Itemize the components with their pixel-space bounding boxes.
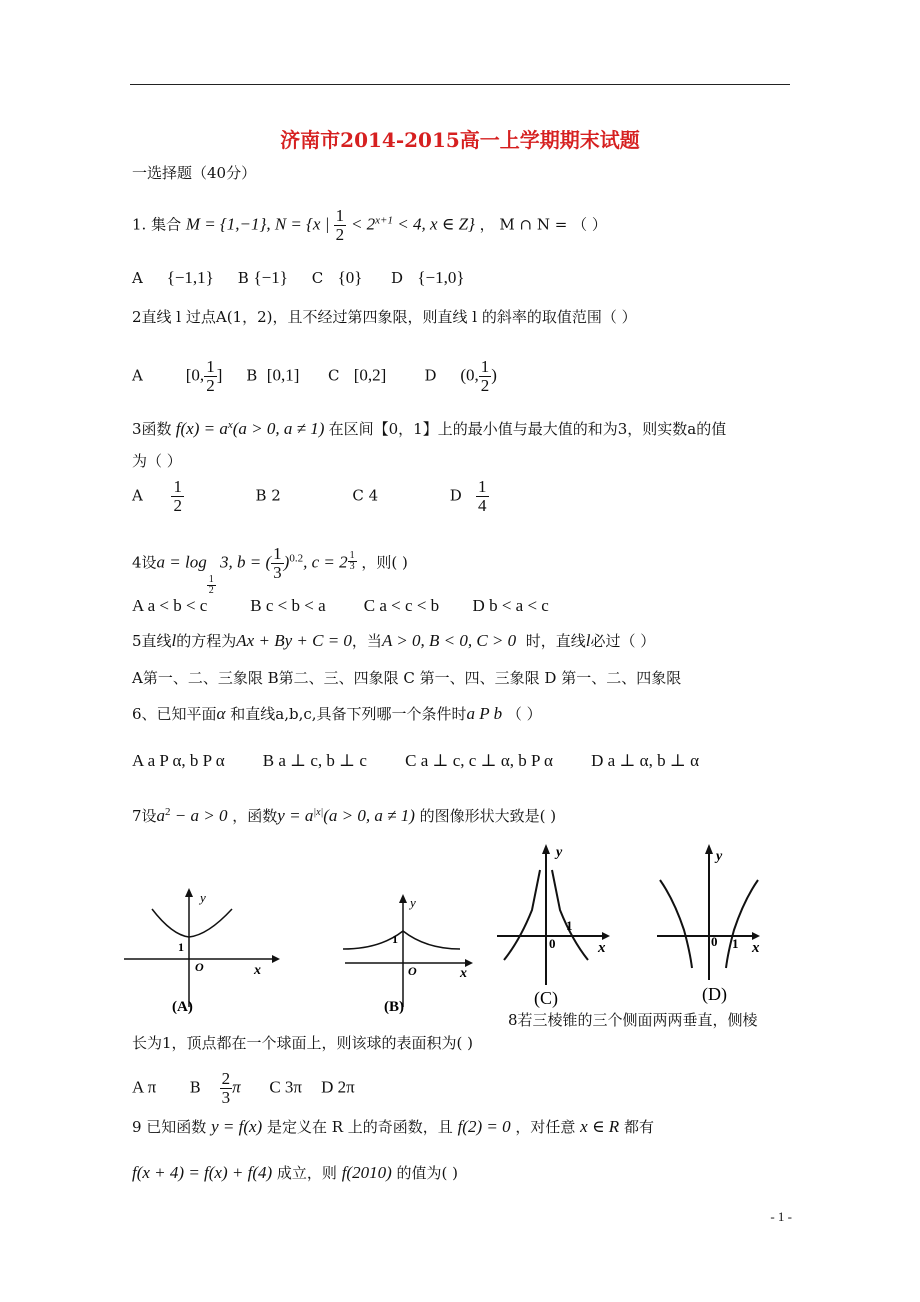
- q4-text-b: ，则( ): [361, 553, 408, 572]
- q6-options: [132, 751, 699, 771]
- graph-a: [122, 885, 282, 1020]
- q3-opt-a-label: A: [132, 486, 143, 505]
- q4-formula3: ): [283, 552, 290, 572]
- q8-opt-a: A π: [132, 1077, 157, 1097]
- graph-b-y-label: y: [410, 895, 416, 910]
- graph-c-caption: (C): [534, 988, 558, 1008]
- question-5: [132, 631, 655, 651]
- q4-formula: a = log: [156, 552, 207, 572]
- q2-opt-d-frac: $\frac{1}{2}$: [480, 357, 490, 395]
- q9-text-e: 成立，则: [272, 1164, 342, 1182]
- question-1: [132, 207, 607, 244]
- q4-sup1: 0.2: [289, 552, 304, 565]
- q9-formula-e: f(2010): [341, 1163, 392, 1182]
- q2-options: [132, 358, 497, 395]
- q3-opt-d-frac: $\frac{1}{4}$: [478, 477, 487, 515]
- q6-opt-a: A a P α, b P α: [132, 751, 225, 770]
- q4-opt-b: B c < b < a: [250, 596, 326, 615]
- q9-formula-d: f(x + 4) = f(x) + f(4): [132, 1163, 273, 1182]
- q1-opt-d: {−1,0}: [417, 268, 465, 287]
- q4-opt-d: D b < a < c: [472, 596, 549, 615]
- q1-opt-c: {0}: [337, 268, 363, 287]
- q2-opt-a-label: A: [132, 366, 143, 385]
- graph-a-origin-label: O: [195, 960, 204, 974]
- q7-formula-a2: − a > 0: [170, 806, 228, 825]
- q9-formula-a: y = f(x): [211, 1117, 263, 1136]
- graph-d-origin-label: 0: [711, 934, 718, 949]
- q6-opt-c: C a ⊥ c, c ⊥ α, b P α: [405, 751, 553, 770]
- q7-formula-b: y = a: [277, 806, 314, 825]
- q3-text-c: 为（ ）: [132, 452, 182, 470]
- header-rule: [130, 84, 790, 85]
- q2-opt-c-label: C: [327, 366, 340, 385]
- question-8-start: 8若三棱锥的三个侧面两两垂直，侧棱: [508, 1011, 758, 1029]
- q4-opt-c: C a < c < b: [363, 596, 440, 615]
- q3-text-a: 3函数: [132, 420, 172, 438]
- q3-opt-d-label: D: [449, 486, 462, 505]
- graph-a-caption: (A): [172, 999, 193, 1015]
- q7-sup2: |x|: [313, 807, 324, 818]
- q1-half: $\frac{1}{2}$: [335, 206, 345, 244]
- q4-opt-a: A a < b < c: [132, 596, 208, 615]
- q6-opt-d: D a ⊥ α, b ⊥ α: [591, 751, 699, 770]
- q6-text-c: （ ）: [502, 705, 542, 723]
- q6-text-a: 6、已知平面: [132, 705, 217, 723]
- q5-text-c: ，当: [351, 632, 382, 650]
- q4-text-a: 4设: [132, 553, 157, 572]
- question-7: [132, 802, 556, 826]
- graph-d-x-label: x: [752, 940, 760, 956]
- graph-a-x-label: x: [254, 963, 261, 978]
- question-4: [132, 545, 408, 596]
- q1-ask: ， M ∩ N = （ ）: [479, 215, 607, 234]
- q2-opt-d-label: D: [424, 366, 437, 385]
- q9-text-d: 都有: [619, 1118, 654, 1136]
- q4-options: [132, 596, 549, 616]
- q9-text-a: 9 已知函数: [132, 1118, 212, 1136]
- question-2: 2直线 l 过点A(1，2)，且不经过第四象限，则直线 l 的斜率的取值范围（ ）: [132, 308, 637, 326]
- q7-text-a: 7设: [132, 807, 157, 825]
- q1-opt-b: {−1}: [253, 268, 288, 287]
- graph-b-x-label: x: [460, 966, 467, 981]
- q4-frac: $\frac{1}{3}$: [273, 544, 282, 582]
- graph-d-caption: (D): [702, 984, 727, 1004]
- graph-c-origin-label: 0: [549, 936, 556, 951]
- graph-c-x-label: x: [598, 940, 606, 956]
- q7-text-b: ，函数: [232, 807, 278, 825]
- q3-formula: f(x) = a: [171, 419, 228, 438]
- q5-formula-a: l: [171, 631, 177, 650]
- q3-sup: x: [227, 419, 233, 431]
- q1-opt-a-label: A: [132, 269, 143, 287]
- q3-opt-a-frac: $\frac{1}{2}$: [173, 477, 182, 515]
- q4-formula2: 3, b = (: [215, 552, 272, 572]
- graph-d: [654, 840, 769, 1012]
- q1-setn: < 2: [350, 214, 376, 234]
- q7-text-c: 的图像形状大致是( ): [414, 807, 557, 825]
- q1-setm: M = {1,−1}, N = {x |: [185, 214, 334, 234]
- q7-formula-a: a: [156, 806, 166, 825]
- q6-opt-b: B a ⊥ c, b ⊥ c: [262, 751, 367, 770]
- q1-sup: x+1: [375, 214, 393, 227]
- q9-text-f: 的值为( ): [391, 1164, 458, 1182]
- q1-opt-c-label: C: [311, 269, 324, 287]
- q3-opt-c: C 4: [352, 486, 379, 505]
- q2-opt-d-post: ): [491, 365, 497, 385]
- q2-opt-b-label: B: [246, 366, 258, 385]
- page-title: 济南市2014-2015高一上学期期末试题: [280, 128, 640, 152]
- q7-sup: 2: [165, 806, 171, 818]
- section-heading: 一选择题（40分）: [132, 164, 257, 182]
- q8-opt-d: D 2π: [321, 1077, 355, 1097]
- q5-text-d: 时，直线: [525, 632, 586, 650]
- q5-options: A第一、二、三象限 B第二、三、四象限 C 第一、四、三象限 D 第一、二、四象限: [132, 669, 682, 687]
- q7-formula-b2: (a > 0, a ≠ 1): [323, 806, 415, 825]
- q5-formula-b: Ax + By + C = 0: [236, 631, 352, 650]
- q1-opt-d-label: D: [391, 269, 404, 287]
- q2-opt-a-frac: $\frac{1}{2}$: [206, 357, 215, 395]
- q3-options: [132, 478, 489, 515]
- q1-opt-b-label: B: [237, 269, 249, 287]
- q6-alpha: α: [216, 704, 226, 723]
- question-6: [132, 704, 542, 724]
- q1-opt-a: {−1,1}: [166, 268, 214, 287]
- q2-opt-a-pre: [0,: [185, 365, 205, 385]
- graph-b-origin-label: O: [408, 964, 417, 978]
- q4-log-base: $\frac{1}{2}$: [208, 573, 214, 596]
- q5-formula-c: A > 0, B < 0, C > 0: [381, 631, 517, 650]
- question-8-cont: 长为1，顶点都在一个球面上，则该球的表面积为( ): [132, 1034, 474, 1052]
- q9-formula-b: f(2) = 0: [457, 1117, 511, 1136]
- q8-options: [132, 1070, 355, 1107]
- q3-opt-b: B 2: [255, 486, 281, 505]
- q4-formula4: , c = 2: [303, 552, 348, 572]
- q2-opt-d-pre: (0,: [460, 365, 479, 385]
- graph-d-y-label: y: [716, 849, 723, 864]
- q9-text-c: ，对任意: [510, 1118, 581, 1136]
- page-number: - 1 -: [770, 1209, 792, 1224]
- q8-opt-b-label: B: [189, 1078, 201, 1097]
- q5-text-a: 5直线: [132, 632, 172, 650]
- q5-text-b: 的方程为: [176, 632, 237, 650]
- q1-prefix: 1. 集合: [132, 215, 182, 234]
- q5-text-e: 必过（ ）: [590, 632, 656, 650]
- graph-b-one-label: 1: [392, 932, 398, 946]
- q2-opt-a-post: ]: [216, 365, 223, 385]
- q4-sup2: $\frac{1}{3}$: [349, 549, 355, 572]
- q1-setn2: < 4, x ∈ Z}: [392, 214, 475, 234]
- q8-opt-b-post: π: [232, 1077, 241, 1097]
- q2-opt-b: [0,1]: [266, 365, 300, 385]
- graph-d-one-label: 1: [732, 936, 739, 951]
- graph-c-one-label: 1: [566, 918, 573, 933]
- question-9-cont: [132, 1163, 458, 1183]
- q9-formula-c: x ∈ R: [580, 1117, 620, 1136]
- q5-formula-d: l: [585, 631, 591, 650]
- q2-opt-c: [0,2]: [353, 365, 387, 385]
- question-9: [132, 1117, 654, 1137]
- graph-a-y-label: y: [200, 890, 206, 905]
- q3-text-b: 在区间【0，1】上的最小值与最大值的和为3，则实数a的值: [328, 420, 727, 438]
- q9-text-b: 是定义在 R 上的奇函数，且: [262, 1118, 458, 1136]
- graph-b: [340, 885, 480, 1020]
- graph-b-caption: (B): [384, 999, 404, 1015]
- question-3: [132, 415, 726, 439]
- q1-options: [132, 268, 465, 288]
- q3-formula2: (a > 0, a ≠ 1): [232, 419, 329, 438]
- graph-c: [494, 840, 619, 1012]
- q8-opt-c: C 3π: [269, 1077, 302, 1097]
- graph-c-y-label: y: [556, 845, 563, 860]
- graph-a-one-label: 1: [178, 940, 184, 954]
- q6-text-b: 和直线a,b,c,具备下列哪一个条件时: [225, 705, 467, 723]
- q6-formula: a P b: [466, 704, 503, 723]
- q8-opt-b-frac: $\frac{2}{3}$: [221, 1069, 231, 1107]
